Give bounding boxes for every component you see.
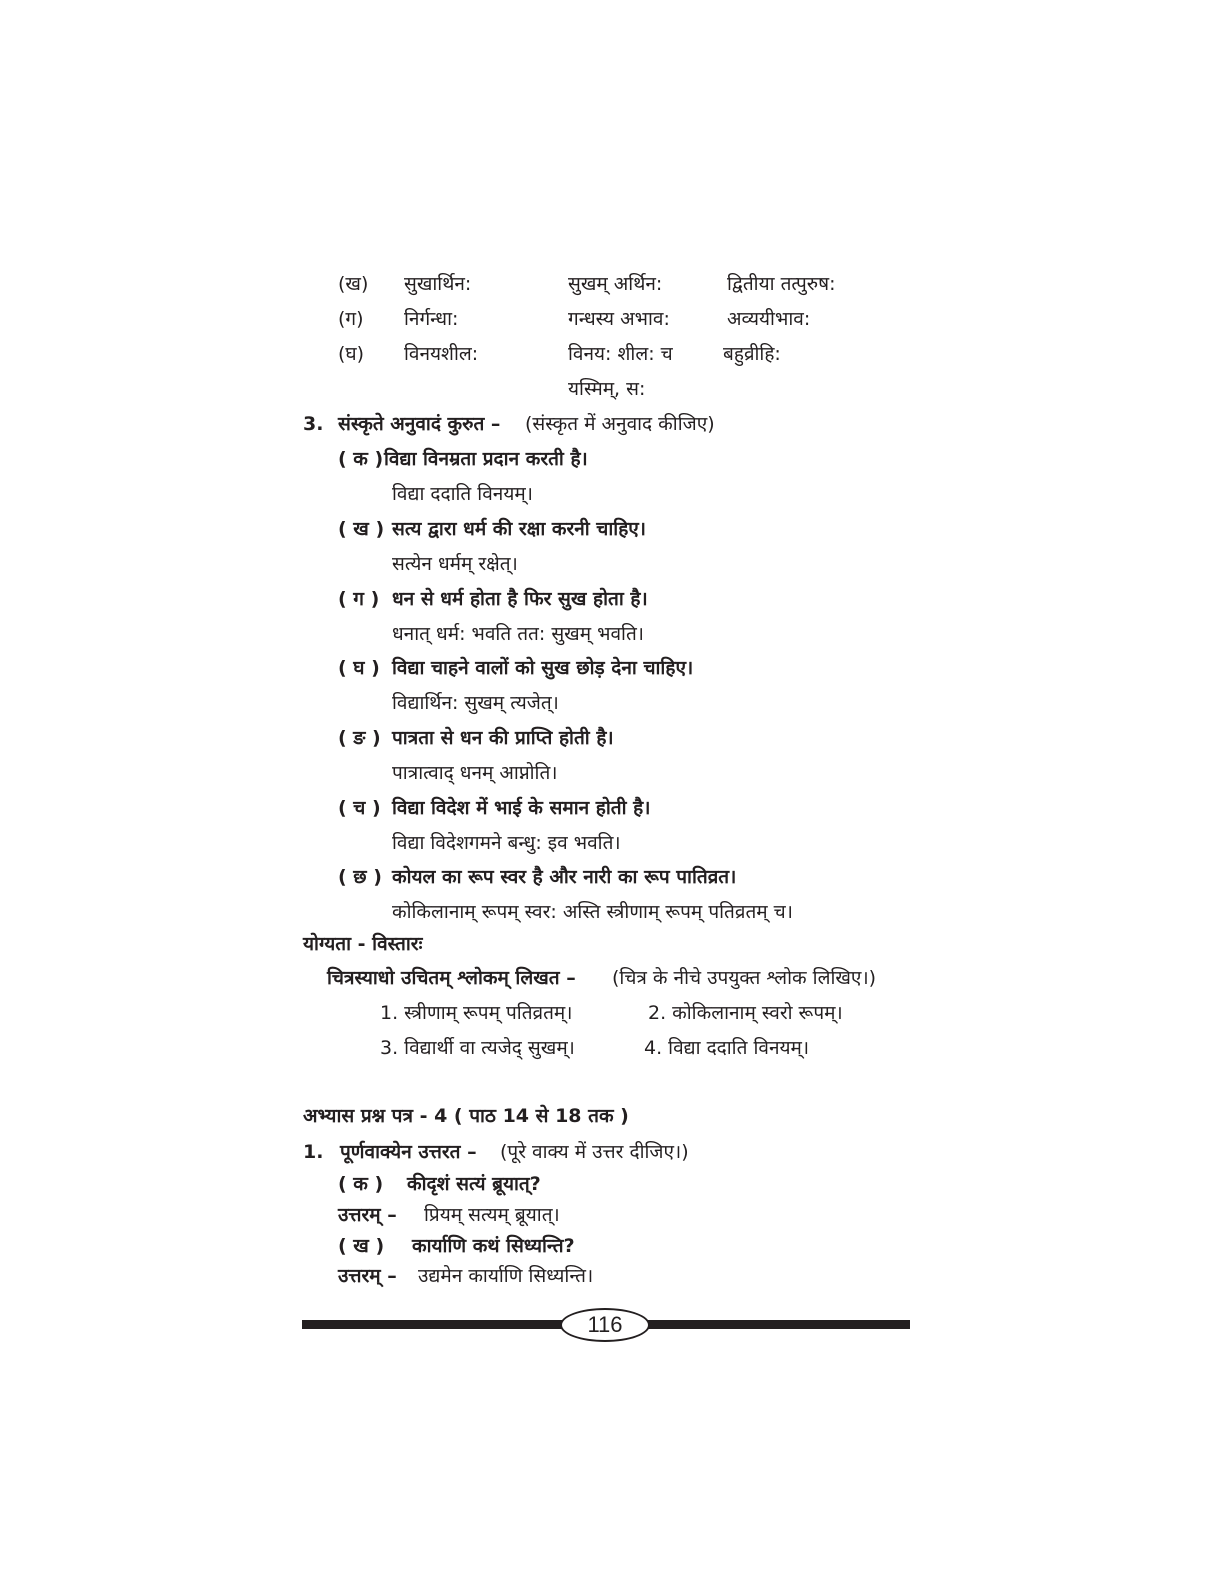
- item-label: ( ख ): [338, 1235, 385, 1257]
- footer-rule-right: [646, 1320, 910, 1329]
- item-answer: सत्येन धर्मम् रक्षेत्।: [392, 553, 518, 575]
- section-number: 3.: [303, 413, 324, 435]
- item-answer: उद्यमेन कार्याणि सिध्यन्ति।: [418, 1265, 594, 1287]
- item-question: विद्या चाहने वालों को सुख छोड़ देना चाहिए।: [392, 657, 694, 679]
- practice-heading: अभ्यास प्रश्न पत्र - 4 ( पाठ 14 से 18 तक ): [303, 1105, 629, 1127]
- item-question: सत्य द्वारा धर्म की रक्षा करनी चाहिए।: [392, 518, 647, 540]
- answer-label: उत्तरम् –: [338, 1265, 397, 1287]
- shloka-option: 4. विद्या ददाति विनयम्।: [644, 1037, 810, 1059]
- yogyata-instruction-hint: (चित्र के नीचे उपयुक्त श्लोक लिखिए।): [612, 967, 877, 989]
- shloka-option: 2. कोकिलानाम् स्वरो रूपम्।: [648, 1002, 843, 1024]
- compound-word: निर्गन्धा:: [404, 308, 459, 330]
- compound-split: विनय: शील: च: [568, 343, 673, 365]
- shloka-option: 1. स्त्रीणाम् रूपम् पतिव्रतम्।: [380, 1002, 573, 1024]
- item-answer: कोकिलानाम् रूपम् स्वर: अस्ति स्त्रीणाम् रूपम् पतिव्रतम् च।: [392, 901, 793, 923]
- item-question: कीदृशं सत्यं ब्रूयात्?: [407, 1173, 541, 1195]
- item-answer: विद्यार्थिन: सुखम् त्यजेत्।: [392, 692, 559, 714]
- item-label: ( घ ): [338, 657, 380, 679]
- question-number: 1.: [303, 1141, 324, 1163]
- compound-type: बहुव्रीहि:: [723, 343, 781, 365]
- row-label: (ख): [338, 273, 369, 295]
- item-answer: धनात् धर्म: भवति तत: सुखम् भवति।: [392, 623, 644, 645]
- item-answer: पात्रात्वाद् धनम् आप्नोति।: [392, 762, 558, 784]
- yogyata-heading: योग्यता - विस्तारः: [303, 933, 423, 955]
- item-label: ( छ ): [338, 866, 382, 888]
- answer-label: उत्तरम् –: [338, 1204, 397, 1226]
- item-question: कोयल का रूप स्वर है और नारी का रूप पातिव्रत।: [392, 866, 737, 888]
- item-label: ( ख ): [338, 518, 385, 540]
- question-title: पूर्णवाक्येन उत्तरत –: [340, 1141, 477, 1163]
- item-label: ( ग ): [338, 588, 380, 610]
- compound-split-continuation: यस्मिम्, स:: [568, 378, 646, 400]
- item-question: धन से धर्म होता है फिर सुख होता है।: [392, 588, 648, 610]
- compound-split: सुखम् अर्थिन:: [568, 273, 663, 295]
- item-question: विद्या विदेश में भाई के समान होती है।: [392, 797, 651, 819]
- compound-split: गन्धस्य अभाव:: [568, 308, 670, 330]
- shloka-option: 3. विद्यार्थी वा त्यजेद् सुखम्।: [380, 1037, 575, 1059]
- row-label: (घ): [338, 343, 365, 365]
- item-question: विद्या विनम्रता प्रदान करती है।: [384, 448, 588, 470]
- yogyata-instruction: चित्रस्याधो उचितम् श्लोकम् लिखत –: [327, 967, 576, 989]
- item-question: कार्याणि कथं सिध्यन्ति?: [412, 1235, 575, 1257]
- compound-word: सुखार्थिन:: [404, 273, 472, 295]
- page-number: 116: [560, 1308, 650, 1342]
- row-label: (ग): [338, 308, 364, 330]
- section-subtitle: (संस्कृत में अनुवाद कीजिए): [525, 413, 715, 435]
- item-answer: प्रियम् सत्यम् ब्रूयात्।: [424, 1204, 560, 1226]
- question-hint: (पूरे वाक्य में उत्तर दीजिए।): [500, 1141, 689, 1163]
- item-answer: विद्या विदेशगमने बन्धु: इव भवति।: [392, 832, 621, 854]
- compound-type: अव्ययीभाव:: [727, 308, 811, 330]
- compound-word: विनयशील:: [404, 343, 479, 365]
- item-question: पात्रता से धन की प्राप्ति होती है।: [392, 727, 614, 749]
- item-label: ( ङ ): [338, 727, 381, 749]
- section-title: संस्कृते अनुवादं कुरुत –: [338, 413, 501, 435]
- item-label: ( क ): [338, 1173, 384, 1195]
- item-label: ( क ): [338, 448, 384, 470]
- item-label: ( च ): [338, 797, 381, 819]
- compound-type: द्वितीया तत्पुरुष:: [727, 273, 836, 295]
- footer-rule-left: [302, 1320, 564, 1329]
- item-answer: विद्या ददाति विनयम्।: [392, 483, 533, 505]
